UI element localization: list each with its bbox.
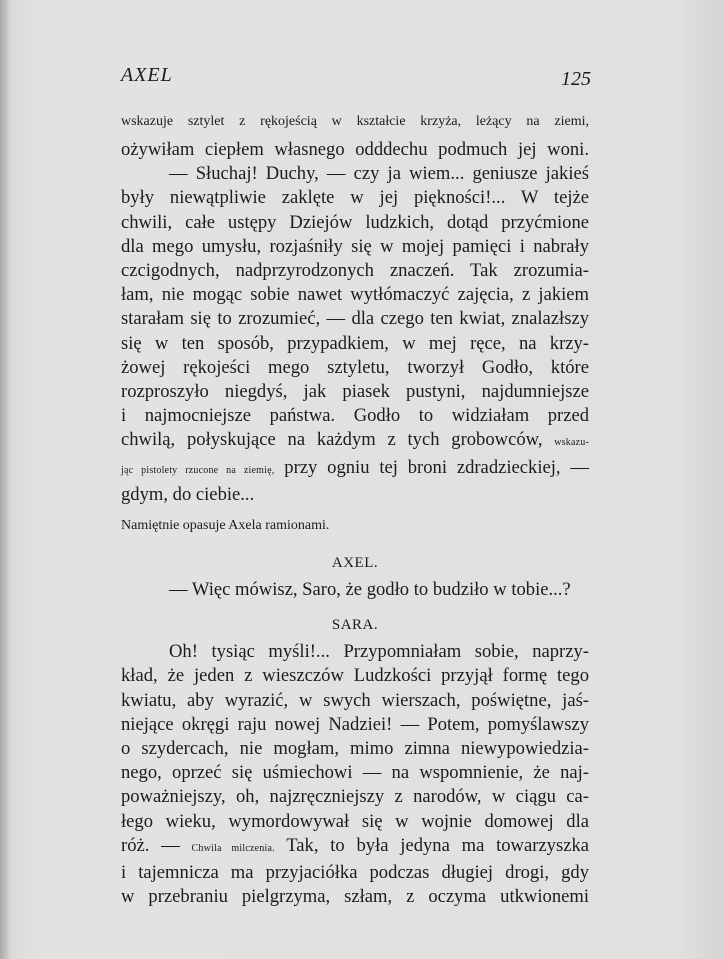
page-number: 125: [561, 68, 591, 90]
inline-stage-direction: jąc pistolety rzucone na ziemię,: [121, 464, 275, 476]
text-line: chwili, całe ustępy Dziejów ludzkich, dotąd przyćmione: [121, 211, 589, 233]
running-head: AXEL: [121, 64, 173, 86]
speaker-name: SARA.: [331, 617, 379, 634]
text-line: czcigodnych, nadprzyrodzonych znaczeń. Tak zrozumia-: [121, 260, 589, 282]
text-line: — Słuchaj! Duchy, — czy ja wiem... geniusze jakieś: [169, 163, 589, 185]
text-line: [121, 834, 589, 861]
text-line: w przebraniu pielgrzyma, szłam, z oczyma utkwionemi: [121, 886, 589, 908]
inline-stage-direction: Chwila milczenia.: [191, 842, 275, 854]
text-line: się w ten sposób, przypadkiem, w mej ręce, na krzy-: [121, 332, 589, 354]
text-run: przy ogniu tej broni zdradzieckiej, —: [274, 456, 589, 478]
page-gutter-shadow: [0, 0, 9, 959]
text-line: niejące okręgi raju nowej Nadziei! — Potem, pomyślawszy: [121, 713, 589, 735]
text-line: kwiatu, aby wyrazić, w swych wierszach, poświętne, jaś-: [121, 689, 589, 711]
text-line: [121, 456, 589, 483]
text-block: [121, 112, 589, 909]
text-line: były niewątpliwie zaklęte w jej piękności!... W tejże: [121, 187, 589, 209]
text-line: ożywiłam ciepłem własnego odddechu podmuch jej woni.: [121, 139, 589, 160]
text-line: kład, że jeden z wieszczów Ludzkości przyjął formę tego: [121, 665, 589, 687]
text-line: łego wieku, wymordowywał się w wojnie domowej dla: [121, 810, 589, 832]
text-line: poważniejszy, oh, najzręczniejszy z narodów, w ciągu ca-: [121, 786, 589, 808]
text-line: nego, oprzeć się uśmiechowi — na wspomnienie, że naj-: [121, 762, 589, 784]
text-run: chwilą, połyskujące na każdym z tych grobowców,: [121, 429, 543, 451]
text-line: rozproszyło niegdyś, jak piasek pustyni, najdumniejsze: [121, 381, 589, 403]
paragraph-1: [121, 138, 589, 507]
stage-direction: wskazuje sztylet z rękojeścią w kształcie krzyża, leżący na ziemi,: [121, 114, 589, 129]
text-line: Oh! tysiąc myśli!... Przypomniałam sobie, naprzy-: [169, 641, 589, 663]
text-line: i tajemnicza ma przyjaciółka podczas długiej drogi, gdy: [121, 862, 589, 884]
stage-direction: Namiętnie opasuje Axela ramionami.: [121, 518, 330, 534]
inline-stage-direction: wskazu-: [554, 437, 589, 449]
text-line: o szydercach, nie mogłam, mimo zimna niewypowiedzia-: [121, 738, 589, 760]
text-line: gdym, do ciebie...: [121, 483, 255, 505]
paragraph-2: [121, 640, 589, 909]
text-run: róż. —: [121, 834, 192, 856]
dialogue-line: — Więc mówisz, Saro, że godło to budziło w tobie...?: [169, 579, 571, 601]
text-line: [121, 428, 589, 455]
text-line: starałam się to zrozumieć, — dla czego ten kwiat, znalazłszy: [121, 308, 589, 330]
text-line: łam, nie mogąc sobie nawet wytłómaczyć zajęcia, z jakiem: [121, 284, 589, 306]
text-line: i najmocniejsze państwa. Godło to widziałam przed: [121, 405, 589, 427]
text-line: dla mego umysłu, rozjaśniły się w mojej pamięci i nabrały: [121, 235, 589, 257]
text-run: Tak, to była jedyna ma towarzyszka: [274, 834, 590, 856]
speaker-name: AXEL.: [331, 555, 379, 572]
text-line: żowej rękojeści mego sztyletu, tworzył Godło, które: [121, 356, 589, 378]
